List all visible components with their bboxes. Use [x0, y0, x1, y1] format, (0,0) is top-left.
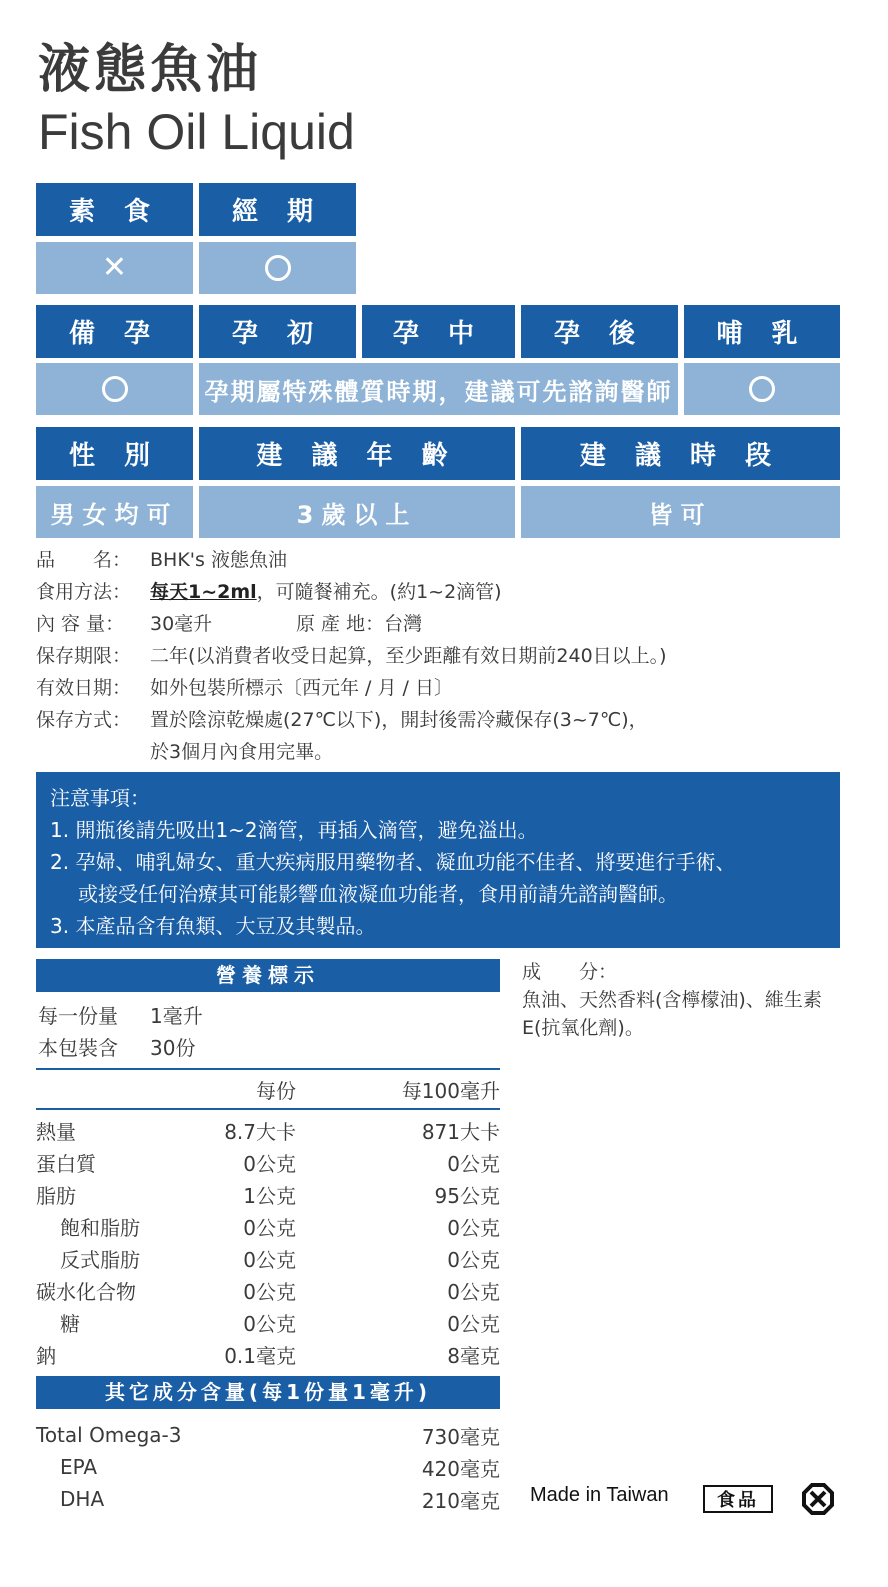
other-component-row	[36, 1483, 500, 1515]
nutrient-name: 糖	[60, 1311, 80, 1336]
circle-icon	[102, 376, 128, 402]
notice-item-2: 2. 孕婦、哺乳婦女、重大疾病服用藥物者、凝血功能不佳者、將要進行手術、	[50, 850, 736, 874]
info-storage-row-2: 於3個月內食用完畢。	[150, 740, 334, 763]
food-badge: 食品	[703, 1485, 773, 1513]
other-components-rows	[36, 1409, 500, 1515]
nutrient-per-100ml: 0公克	[447, 1247, 500, 1272]
nutrient-name: 鈉	[36, 1343, 56, 1368]
header-age: 建 議 年 齡	[199, 427, 515, 480]
cross-icon: ✕	[101, 250, 128, 285]
nutrition-row	[36, 1306, 500, 1338]
header-mid-pregnancy: 孕 中	[362, 305, 515, 358]
value-nursing	[684, 363, 840, 415]
value-gender: 男女均可	[36, 486, 193, 538]
value-preconception	[36, 363, 193, 415]
component-value: 420毫克	[421, 1456, 500, 1481]
nutrient-per-100ml: 0公克	[447, 1279, 500, 1304]
value-vegetarian	[36, 242, 193, 294]
nutrient-name: 碳水化合物	[36, 1279, 136, 1304]
nutrition-row	[36, 1146, 500, 1178]
nutrition-title: 營養標示	[36, 959, 500, 992]
product-title-zh: 液態魚油	[38, 40, 263, 100]
component-name: Total Omega-3	[36, 1423, 182, 1447]
nutrient-per-serving: 8.7大卡	[224, 1119, 296, 1144]
value-menstruation	[199, 242, 356, 294]
info-storage-row: 保存方式： 置於陰涼乾燥處(27℃以下)，開封後需冷藏保存(3~7℃)，	[36, 708, 648, 731]
notice-title: 注意事項：	[50, 786, 150, 810]
other-components-title: 其它成分含量(每1份量1毫升)	[36, 1376, 500, 1409]
nutrient-per-serving: 0公克	[243, 1151, 296, 1176]
product-info	[36, 542, 856, 766]
info-name-row: 品 名： BHK's 液態魚油	[36, 548, 287, 571]
info-content-row: 內 容 量： 30毫升 原 產 地： 台灣	[36, 612, 423, 635]
value-pregnancy-note: 孕期屬特殊體質時期，建議可先諮詢醫師	[199, 363, 678, 415]
nutrient-per-serving: 0公克	[243, 1247, 296, 1272]
nutrition-row	[36, 1242, 500, 1274]
servings-per-pack: 本包裝含 30份	[38, 1036, 196, 1060]
header-gender: 性 別	[36, 427, 193, 480]
nutrient-name: 蛋白質	[36, 1151, 96, 1176]
nutrient-per-100ml: 871大卡	[421, 1119, 500, 1144]
nutrient-name: 熱量	[36, 1119, 76, 1144]
nutrient-per-serving: 0公克	[243, 1279, 296, 1304]
notice-item-2-cont: 或接受任何治療其可能影響血液凝血功能者，食用前請先諮詢醫師。	[78, 882, 678, 906]
header-early-pregnancy: 孕 初	[199, 305, 356, 358]
circle-icon	[265, 255, 291, 281]
nutrient-per-serving: 0公克	[243, 1311, 296, 1336]
nutrition-row	[36, 1210, 500, 1242]
component-name: EPA	[60, 1455, 98, 1479]
value-age: 3歲以上	[199, 486, 515, 538]
header-preconception: 備 孕	[36, 305, 193, 358]
info-shelf-row: 保存期限： 二年(以消費者收受日起算，至少距離有效日期前240日以上。)	[36, 644, 667, 667]
circle-icon	[749, 376, 775, 402]
nutrition-row	[36, 1274, 500, 1306]
header-nursing: 哺 乳	[684, 305, 840, 358]
component-value: 730毫克	[421, 1424, 500, 1449]
serving-size: 每一份量 1毫升	[38, 1004, 203, 1028]
nutrient-per-100ml: 0公克	[447, 1311, 500, 1336]
component-value: 210毫克	[421, 1488, 500, 1513]
component-name: DHA	[60, 1487, 105, 1511]
ingredients-text: 魚油、天然香料(含檸檬油)、維生素E(抗氧化劑)。	[522, 989, 822, 1039]
nutrient-per-serving: 0公克	[243, 1215, 296, 1240]
nutrient-per-100ml: 0公克	[447, 1215, 500, 1240]
notice-item-3: 3. 本產品含有魚類、大豆及其製品。	[50, 914, 376, 938]
notice-item-1: 1. 開瓶後請先吸出1~2滴管，再插入滴管，避免溢出。	[50, 818, 538, 842]
info-usage-row: 食用方法： 每天1~2ml，可隨餐補充。(約1~2滴管)	[36, 580, 502, 603]
ingredients	[522, 958, 852, 1042]
nutrient-name: 脂肪	[36, 1183, 76, 1208]
header-late-pregnancy: 孕 後	[521, 305, 678, 358]
nutrition-rows	[36, 1110, 500, 1370]
info-expiry-row: 有效日期： 如外包裝所標示〔西元年 / 月 / 日〕	[36, 676, 453, 699]
nutrient-per-100ml: 95公克	[434, 1183, 500, 1208]
nutrition-row	[36, 1338, 500, 1370]
nutrient-name: 反式脂肪	[60, 1247, 140, 1272]
nutrition-row	[36, 1178, 500, 1210]
product-title-en: Fish Oil Liquid	[38, 104, 355, 160]
header-time: 建 議 時 段	[521, 427, 840, 480]
nutrient-name: 飽和脂肪	[60, 1215, 140, 1240]
nutrition-col-headers: 每份 每100毫升	[256, 1078, 500, 1103]
notice-box	[36, 772, 840, 948]
header-menstruation: 經 期	[199, 183, 356, 236]
made-in-taiwan: Made in Taiwan	[530, 1484, 669, 1506]
nutrient-per-100ml: 8毫克	[447, 1343, 500, 1368]
nutrition-row	[36, 1114, 500, 1146]
ingredients-label: 成 分：	[522, 961, 618, 983]
recycle-icon	[798, 1479, 838, 1519]
nutrient-per-serving: 1公克	[243, 1183, 296, 1208]
other-component-row	[36, 1419, 500, 1451]
value-time: 皆可	[521, 486, 840, 538]
nutrition-table	[36, 959, 500, 1515]
other-component-row	[36, 1451, 500, 1483]
header-vegetarian: 素 食	[36, 183, 193, 236]
nutrient-per-100ml: 0公克	[447, 1151, 500, 1176]
nutrient-per-serving: 0.1毫克	[224, 1343, 296, 1368]
